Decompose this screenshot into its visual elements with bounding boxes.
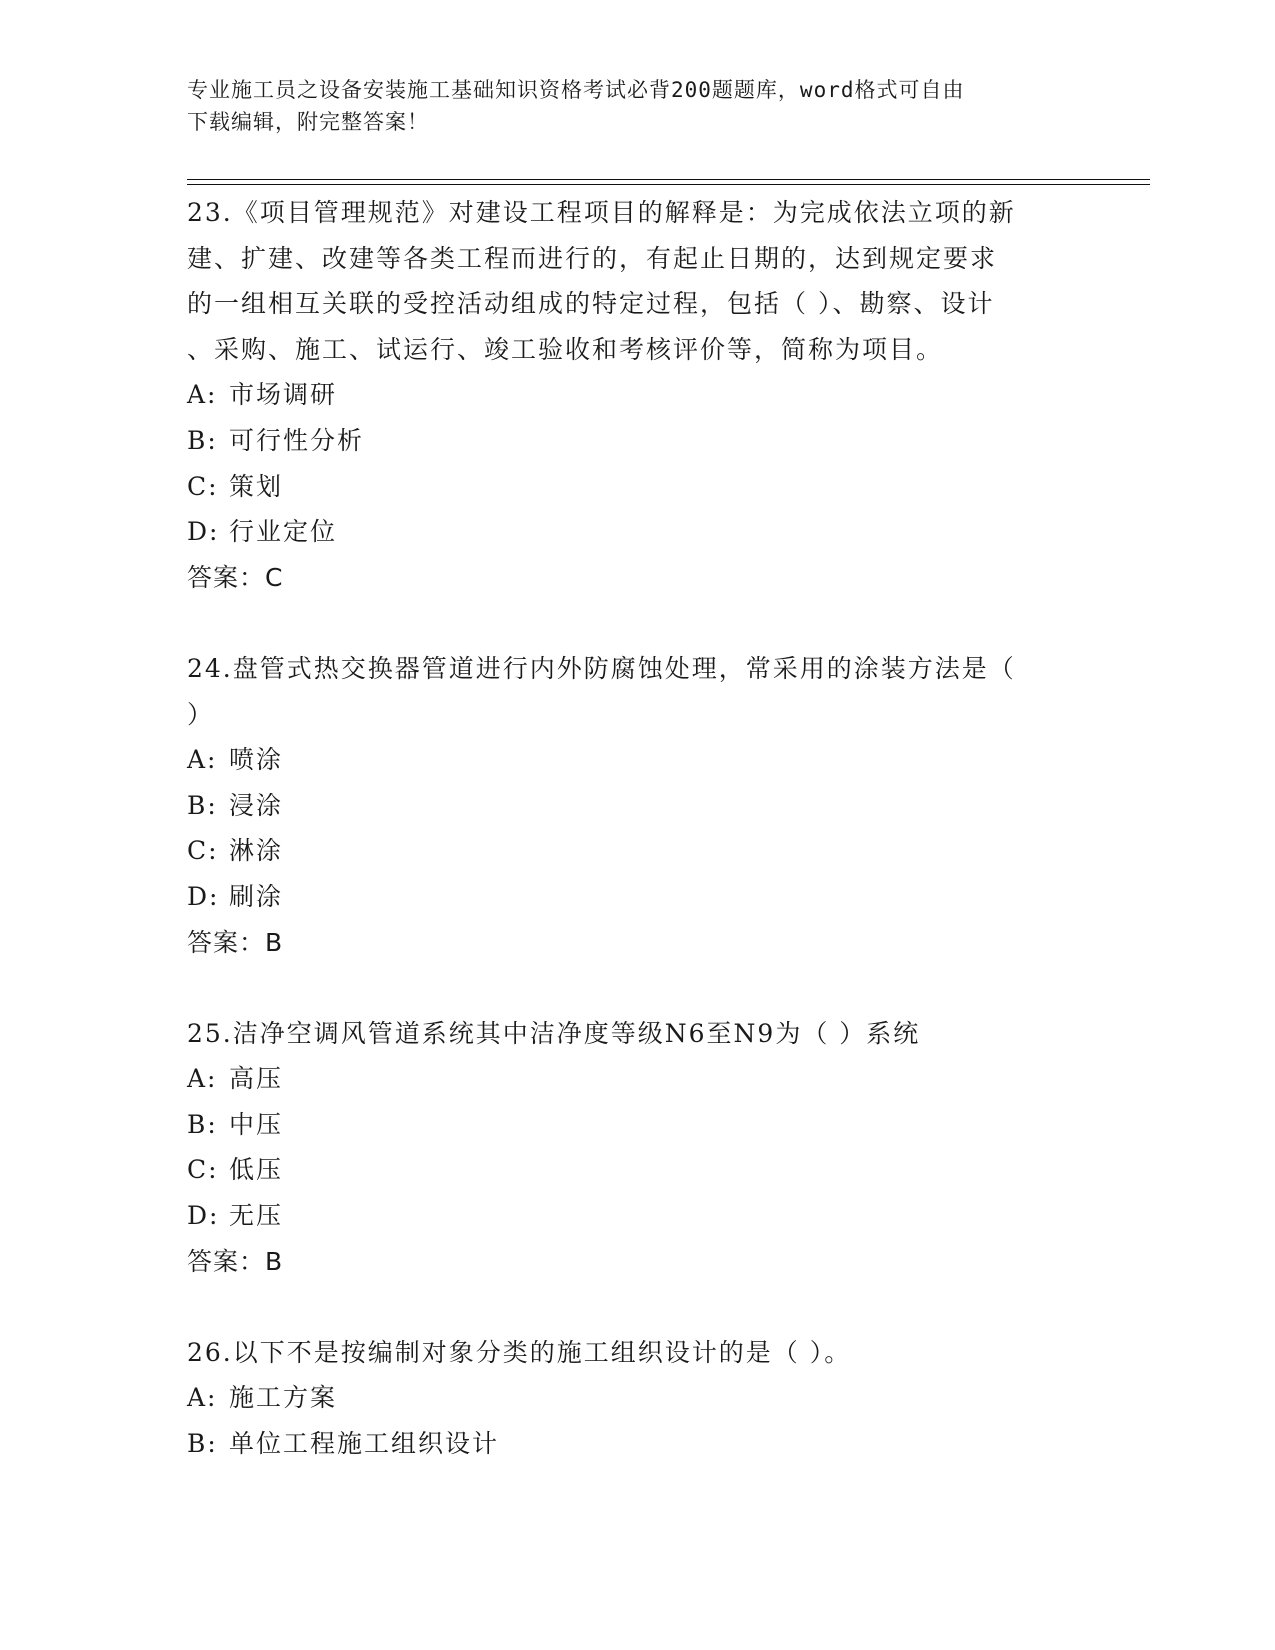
option-label: C: — [187, 1155, 219, 1185]
option-text: 浸涂 — [229, 790, 284, 820]
header-line-1: 专业施工员之设备安装施工基础知识资格考试必背200题题库，word格式可自由 — [187, 78, 965, 102]
option-text: 喷涂 — [229, 745, 284, 775]
question-text — [187, 1330, 1087, 1376]
option-text: 淋涂 — [229, 836, 284, 866]
option-text: 行业定位 — [229, 517, 338, 547]
question-line: 建、扩建、改建等各类工程而进行的，有起止日期的，达到规定要求 — [187, 243, 998, 273]
option-d — [187, 509, 1087, 555]
question-line: 24.盘管式热交换器管道进行内外防腐蚀处理，常采用的涂装方法是（ — [187, 653, 1016, 683]
option-a — [187, 372, 1087, 418]
option-text: 施工方案 — [229, 1383, 338, 1413]
question-text — [187, 1011, 1087, 1057]
question-list — [187, 190, 1087, 1467]
spacer — [187, 600, 1087, 646]
answer: 答案：B — [187, 927, 284, 957]
option-text: 低压 — [229, 1155, 284, 1185]
option-text: 策划 — [229, 471, 284, 501]
option-label: A: — [187, 1064, 218, 1094]
option-c — [187, 464, 1087, 510]
option-b — [187, 1102, 1087, 1148]
option-label: C: — [187, 471, 219, 501]
option-text: 中压 — [229, 1109, 284, 1139]
answer: 答案：B — [187, 1246, 284, 1276]
option-label: A: — [187, 380, 218, 410]
option-text: 高压 — [229, 1064, 284, 1094]
question-25 — [187, 1011, 1087, 1285]
option-label: A: — [187, 745, 218, 775]
question-line: 25.洁净空调风管道系统其中洁净度等级N6至N9为（ ）系统 — [187, 1018, 921, 1048]
document-header — [187, 74, 1087, 138]
question-line: 的一组相互关联的受控活动组成的特定过程，包括（ ）、勘察、设计 — [187, 289, 995, 319]
option-label: B: — [187, 1429, 218, 1459]
question-24 — [187, 646, 1087, 965]
option-label: B: — [187, 1109, 218, 1139]
option-text: 刷涂 — [229, 881, 284, 911]
question-text — [187, 646, 1087, 737]
option-label: D: — [187, 1201, 220, 1231]
answer: 答案：C — [187, 562, 284, 592]
question-line: 23.《项目管理规范》对建设工程项目的解释是：为完成依法立项的新 — [187, 198, 1016, 227]
question-text — [187, 190, 1087, 372]
option-text: 无压 — [229, 1201, 284, 1231]
option-b — [187, 1421, 1087, 1467]
option-label: D: — [187, 881, 220, 911]
question-line: ） — [187, 699, 215, 729]
question-line: 26.以下不是按编制对象分类的施工组织设计的是（ ）。 — [187, 1337, 852, 1367]
option-label: C: — [187, 836, 219, 866]
option-label: D: — [187, 517, 220, 547]
question-line: 、采购、施工、试运行、竣工验收和考核评价等，简称为项目。 — [187, 334, 944, 364]
question-26 — [187, 1330, 1087, 1467]
option-a — [187, 737, 1087, 783]
option-a — [187, 1375, 1087, 1421]
header-line-2: 下载编辑，附完整答案！ — [187, 110, 429, 134]
option-text: 单位工程施工组织设计 — [229, 1429, 500, 1459]
option-a — [187, 1056, 1087, 1102]
option-c — [187, 828, 1087, 874]
option-label: A: — [187, 1383, 218, 1413]
option-label: B: — [187, 425, 218, 455]
option-text: 可行性分析 — [229, 425, 365, 455]
spacer — [187, 1284, 1087, 1330]
question-23 — [187, 190, 1087, 600]
header-rule-bottom — [187, 184, 1150, 185]
option-b — [187, 783, 1087, 829]
option-c — [187, 1147, 1087, 1193]
option-label: B: — [187, 790, 218, 820]
option-b — [187, 418, 1087, 464]
option-d — [187, 1193, 1087, 1239]
spacer — [187, 965, 1087, 1011]
header-rule-top — [187, 179, 1150, 180]
option-d — [187, 874, 1087, 920]
option-text: 市场调研 — [229, 380, 338, 410]
